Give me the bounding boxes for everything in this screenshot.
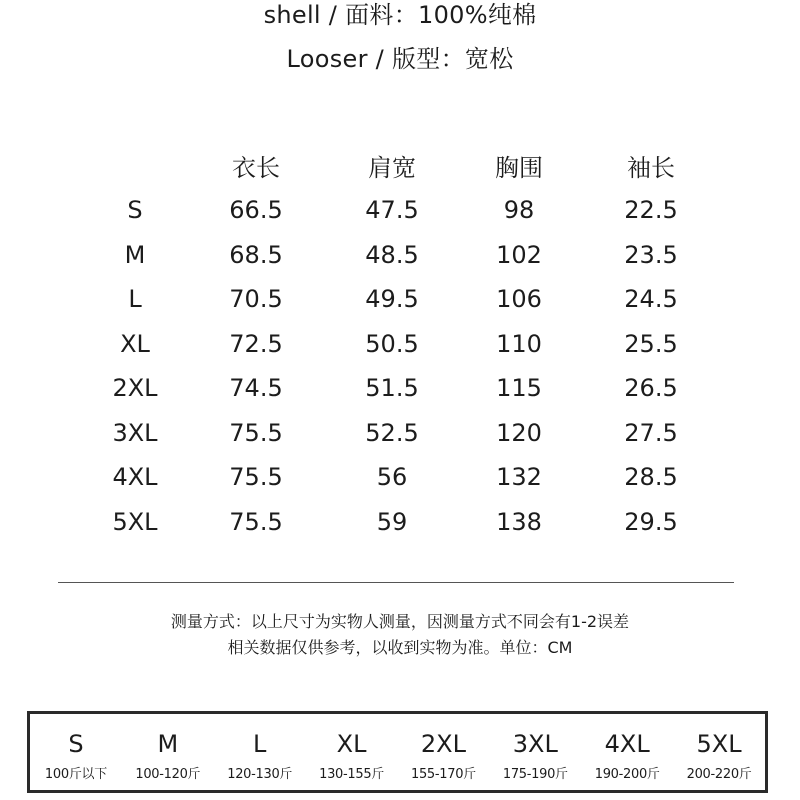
table-row <box>85 233 721 278</box>
weight-guide-item <box>673 714 765 790</box>
weight-guide-range: 120-130斤 <box>227 767 293 782</box>
header-sleeve: 袖长 <box>627 154 675 182</box>
row-chest: 132 <box>496 463 542 491</box>
weight-guide-range: 190-200斤 <box>594 767 660 782</box>
row-sleeve: 22.5 <box>624 196 678 224</box>
weight-guide-range: 155-170斤 <box>410 767 476 782</box>
header-chest: 胸围 <box>495 154 543 182</box>
weight-guide-box <box>27 711 768 793</box>
row-sleeve: 24.5 <box>624 285 678 313</box>
row-size: XL <box>120 329 150 358</box>
table-row <box>85 411 721 456</box>
row-length: 70.5 <box>229 285 283 313</box>
table-row <box>85 277 721 322</box>
weight-guide-range: 100斤以下 <box>44 767 107 782</box>
row-chest: 98 <box>503 196 535 224</box>
weight-guide-size: L <box>253 730 267 758</box>
weight-guide-size: S <box>68 730 84 758</box>
row-shoulder: 47.5 <box>365 196 419 224</box>
row-shoulder: 50.5 <box>365 329 419 358</box>
row-chest: 138 <box>496 507 542 536</box>
weight-guide-size: 5XL <box>696 730 742 758</box>
row-size: 4XL <box>112 463 158 491</box>
weight-guide-size: M <box>157 730 179 758</box>
fit-line: Looser / 版型：宽松 <box>286 45 514 73</box>
row-size: L <box>128 285 142 313</box>
weight-guide-size: 3XL <box>512 730 558 758</box>
row-length: 72.5 <box>229 329 283 358</box>
table-row <box>85 500 721 545</box>
fabric-line: shell / 面料：100%纯棉 <box>263 1 537 29</box>
row-size: M <box>124 240 146 269</box>
weight-guide-item <box>122 714 214 790</box>
row-size: 5XL <box>112 507 158 536</box>
row-length: 68.5 <box>229 240 283 269</box>
weight-guide-item <box>489 714 581 790</box>
row-length: 75.5 <box>229 418 283 447</box>
row-length: 75.5 <box>229 507 283 536</box>
weight-guide-item <box>306 714 398 790</box>
section-divider <box>58 582 734 583</box>
row-sleeve: 29.5 <box>624 507 678 536</box>
weight-guide-size: 4XL <box>604 730 650 758</box>
table-row <box>85 188 721 233</box>
row-sleeve: 27.5 <box>624 418 678 447</box>
row-length: 75.5 <box>229 463 283 491</box>
weight-guide-item <box>398 714 490 790</box>
table-row <box>85 322 721 367</box>
weight-guide-range: 130-155斤 <box>319 767 385 782</box>
weight-guide-item <box>30 714 122 790</box>
table-row <box>85 366 721 411</box>
size-table <box>85 148 721 544</box>
reference-note: 相关数据仅供参考，以收到实物为准。单位：CM <box>227 638 573 657</box>
row-size: 3XL <box>112 418 158 447</box>
row-sleeve: 26.5 <box>624 374 678 402</box>
row-shoulder: 52.5 <box>365 418 419 447</box>
weight-guide-range: 200-220斤 <box>686 767 752 782</box>
row-chest: 106 <box>496 285 542 313</box>
row-size: 2XL <box>112 374 158 402</box>
weight-guide-item <box>214 714 306 790</box>
measurement-note: 测量方式：以上尺寸为实物人测量，因测量方式不同会有1-2误差 <box>170 612 630 631</box>
row-shoulder: 51.5 <box>365 374 419 402</box>
row-size: S <box>127 196 143 224</box>
row-chest: 110 <box>496 329 542 358</box>
weight-guide-size: XL <box>336 730 367 758</box>
row-sleeve: 25.5 <box>624 329 678 358</box>
row-shoulder: 48.5 <box>365 240 419 269</box>
row-shoulder: 49.5 <box>365 285 419 313</box>
row-chest: 115 <box>496 374 542 402</box>
weight-guide-range: 100-120斤 <box>135 767 201 782</box>
row-shoulder: 59 <box>376 507 408 536</box>
row-sleeve: 28.5 <box>624 463 678 491</box>
row-length: 74.5 <box>229 374 283 402</box>
header-size <box>85 148 185 188</box>
row-chest: 102 <box>496 240 542 269</box>
row-length: 66.5 <box>229 196 283 224</box>
row-shoulder: 56 <box>376 463 408 491</box>
weight-guide-size: 2XL <box>420 730 466 758</box>
header-shoulder: 肩宽 <box>368 154 416 182</box>
weight-guide-item <box>581 714 673 790</box>
table-row <box>85 455 721 500</box>
size-table-header-row <box>85 148 721 188</box>
row-chest: 120 <box>496 418 542 447</box>
row-sleeve: 23.5 <box>624 240 678 269</box>
header-length: 衣长 <box>232 154 280 182</box>
weight-guide-range: 175-190斤 <box>502 767 568 782</box>
